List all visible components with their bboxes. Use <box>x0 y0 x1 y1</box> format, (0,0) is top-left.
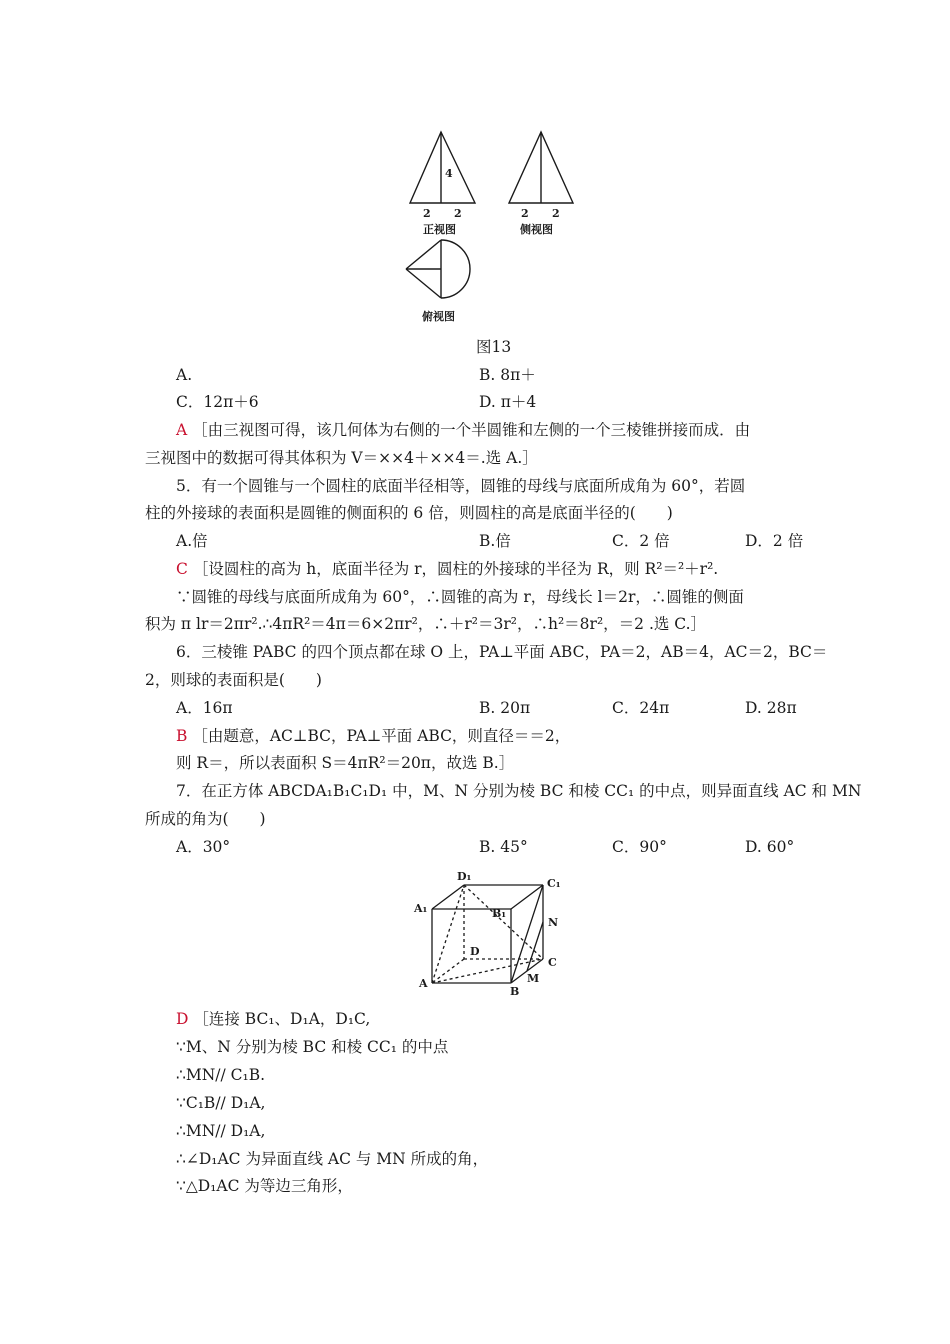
q7-answer-letter: D <box>176 1010 189 1028</box>
q5-solution-text-1: ［设圆柱的高为 h，底面半径为 r，圆柱的外接球的半径为 R，则 R²＝²＋r². <box>192 560 719 578</box>
cube-label-d1: D₁ <box>457 870 472 883</box>
q7-solution-line-4: ∵C₁B// D₁A, <box>176 1094 266 1112</box>
q6-stem-line-1: 6．三棱锥 PABC 的四个顶点都在球 O 上，PA⊥平面 ABC，PA＝2，AB＝4，AC＝2，BC＝ <box>176 643 828 661</box>
q5-stem-line-2: 柱的外接球的表面积是圆锥的侧面积的 6 倍，则圆柱的高是底面半径的( ) <box>145 504 673 522</box>
figure-13-caption: 图13 <box>476 338 512 356</box>
q7-solution-line-5: ∴MN// D₁A, <box>176 1122 266 1140</box>
q6-option-c: C．24π <box>612 699 670 717</box>
q6-option-d: D. 28π <box>745 699 797 717</box>
cube-label-m: M <box>527 972 540 985</box>
q4-option-a: A. <box>176 366 193 384</box>
q7-solution-line-3: ∴MN// C₁B. <box>176 1066 266 1084</box>
q7-solution-line-6: ∴∠D₁AC 为异面直线 AC 与 MN 所成的角， <box>176 1150 489 1168</box>
q4-answer-letter: A <box>176 421 188 439</box>
q5-solution-line-2: ∵圆锥的母线与底面所成角为 60°，∴圆锥的高为 r，母线长 l＝2r，∴圆锥的侧面 <box>176 588 744 606</box>
top-view-caption: 俯视图 <box>422 310 455 323</box>
q5-option-a: A.倍 <box>176 532 208 550</box>
side-view-triangle <box>509 132 573 203</box>
q6-solution-line-2: 则 R＝，所以表面积 S＝4πR²＝20π，故选 B.］ <box>176 754 515 772</box>
cube-label-b1: B₁ <box>492 907 507 920</box>
front-view-triangle <box>410 132 475 203</box>
q7-option-b: B. 45° <box>479 838 528 856</box>
q6-solution-line-1 <box>176 725 570 747</box>
q5-option-b: B.倍 <box>479 532 511 550</box>
cube-label-d: D <box>470 945 480 958</box>
q4-solution-line-2: 三视图中的数据可得其体积为 V＝××4＋××4＝.选 A.］ <box>145 449 538 467</box>
q4-option-d: D. π＋4 <box>479 393 537 411</box>
q7-option-c: C．90° <box>612 838 667 856</box>
q6-solution-text-1: ［由题意，AC⊥BC，PA⊥平面 ABC，则直径＝＝2， <box>192 727 571 745</box>
cube-label-b: B <box>510 985 520 998</box>
q5-answer-letter: C <box>176 560 188 578</box>
side-view-base-right-label: 2 <box>552 207 560 220</box>
q4-option-c: C．12π＋6 <box>176 393 259 411</box>
q7-solution-line-1 <box>176 1008 370 1030</box>
side-view-caption: 侧视图 <box>520 223 553 236</box>
front-view-base-right-label: 2 <box>454 207 462 220</box>
q6-option-b: B. 20π <box>479 699 531 717</box>
side-view-base-left-label: 2 <box>521 207 529 220</box>
q7-solution-text-1: ［连接 BC₁、D₁A，D₁C, <box>193 1010 371 1028</box>
q4-solution-text-1: ［由三视图可得，该几何体为右侧的一个半圆锥和左侧的一个三棱锥拼接而成．由 <box>192 421 751 439</box>
q7-stem-line-1: 7．在正方体 ABCDA₁B₁C₁D₁ 中，M、N 分别为棱 BC 和棱 CC₁ 的中点，则异面直线 AC 和 MN <box>176 782 862 800</box>
front-view-height-label: 4 <box>445 167 453 180</box>
q7-option-a: A．30° <box>176 838 231 856</box>
q5-solution-line-1 <box>176 558 718 580</box>
q5-solution-line-3: 积为 π lr＝2πr².∴4πR²＝4π＝6×2πr²，∴＋r²＝3r²，∴h²＝8r²，＝2 .选 C.］ <box>145 615 707 633</box>
cube-label-a: A <box>419 977 428 990</box>
cube-label-c: C <box>548 956 557 969</box>
q7-option-d: D. 60° <box>745 838 795 856</box>
q7-solution-line-7: ∵△D₁AC 为等边三角形， <box>176 1177 353 1195</box>
q6-answer-letter: B <box>176 727 188 745</box>
q4-solution-line-1 <box>176 419 750 441</box>
q7-stem-line-2: 所成的角为( ) <box>145 810 266 828</box>
q6-option-a: A．16π <box>176 699 233 717</box>
q5-option-d: D．2 倍 <box>745 532 804 550</box>
q7-solution-line-2: ∵M、N 分别为棱 BC 和棱 CC₁ 的中点 <box>176 1038 449 1056</box>
cube-label-n: N <box>548 916 559 929</box>
front-view-caption: 正视图 <box>423 223 456 236</box>
cube-label-c1: C₁ <box>547 877 561 890</box>
q5-option-c: C．2 倍 <box>612 532 670 550</box>
front-view-base-left-label: 2 <box>423 207 431 220</box>
cube-label-a1: A₁ <box>414 902 428 915</box>
q6-stem-line-2: 2，则球的表面积是( ) <box>145 671 322 689</box>
q4-option-b: B. 8π＋ <box>479 366 536 384</box>
top-view-shape <box>406 240 470 298</box>
q5-stem-line-1: 5．有一个圆锥与一个圆柱的底面半径相等，圆锥的母线与底面所成角为 60°，若圆 <box>176 477 746 495</box>
